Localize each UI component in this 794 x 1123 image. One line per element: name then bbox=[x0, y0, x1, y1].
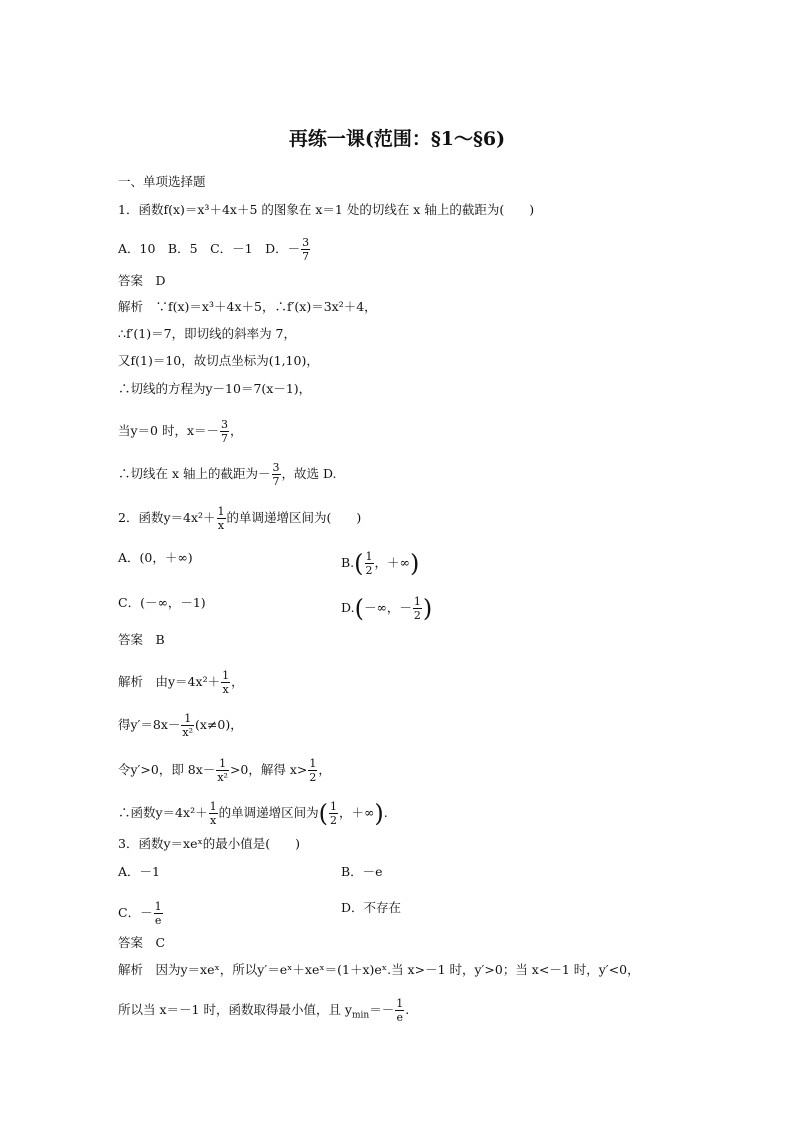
frac-num: 1 bbox=[396, 997, 404, 1010]
frac-den: 2 bbox=[329, 814, 337, 827]
fraction bbox=[216, 757, 229, 784]
q1-sol-line bbox=[118, 461, 337, 488]
q2-optD bbox=[341, 595, 432, 622]
fraction bbox=[220, 418, 229, 445]
frac-num: 1 bbox=[413, 595, 421, 608]
text: B. bbox=[341, 555, 355, 570]
q2-stem bbox=[118, 505, 361, 532]
fraction bbox=[365, 550, 374, 577]
frac-num: 1 bbox=[217, 505, 225, 518]
text: (x≠0)， bbox=[195, 717, 243, 732]
paren: ) bbox=[374, 799, 384, 828]
fraction bbox=[209, 800, 218, 827]
fraction bbox=[413, 595, 422, 622]
q3-stem: 3．函数y＝xeˣ的最小值是( ) bbox=[118, 836, 301, 851]
frac-num: 1 bbox=[154, 900, 162, 913]
paren: ) bbox=[422, 594, 433, 623]
frac-num: 1 bbox=[329, 800, 337, 813]
q1-stem: 1．函数f(x)＝x³＋4x＋5 的图象在 x＝1 处的切线在 x 轴上的截距为( ) bbox=[118, 202, 535, 217]
text: >0，解得 x> bbox=[229, 762, 308, 777]
q1-sol-line: 又f(1)＝10，故切点坐标为(1,10)， bbox=[118, 353, 319, 368]
frac-den: e bbox=[396, 1011, 403, 1024]
text: 的单调递增区间为 bbox=[218, 805, 319, 820]
frac-num: 1 bbox=[365, 550, 373, 563]
frac-den: 7 bbox=[221, 432, 229, 445]
q1-sol-line bbox=[118, 418, 243, 445]
frac-num: 1 bbox=[309, 757, 317, 770]
frac-num: 3 bbox=[221, 418, 229, 431]
section-heading: 一、单项选择题 bbox=[118, 174, 206, 189]
q1-options-text: A．10 B．5 C．－1 D．－ bbox=[118, 241, 301, 256]
q1-sol-line: 解析 ∵f(x)＝x³＋4x＋5，∴f′(x)＝3x²＋4， bbox=[118, 299, 377, 314]
frac-num: 1 bbox=[219, 757, 227, 770]
q1-optD-fraction bbox=[301, 236, 310, 263]
fraction bbox=[221, 669, 230, 696]
paren: ( bbox=[354, 549, 364, 578]
fraction bbox=[308, 757, 317, 784]
frac-num: 1 bbox=[222, 669, 230, 682]
fraction bbox=[329, 800, 338, 827]
frac-num: 1 bbox=[209, 800, 217, 813]
q3-answer: 答案 C bbox=[118, 935, 166, 950]
frac-den: e bbox=[154, 914, 162, 927]
frac-den: x bbox=[222, 683, 229, 696]
frac-num: 3 bbox=[272, 461, 280, 474]
q2-optC: C．(－∞，－1) bbox=[118, 595, 206, 610]
q2-answer: 答案 B bbox=[118, 632, 165, 647]
fraction bbox=[154, 900, 163, 927]
q3-optC bbox=[118, 900, 164, 927]
paren: ( bbox=[318, 799, 328, 828]
text: ， bbox=[231, 674, 244, 689]
text: 解析 由y＝4x²＋ bbox=[118, 674, 221, 689]
frac-den: x bbox=[217, 519, 225, 532]
q3-sol-line bbox=[118, 997, 409, 1024]
frac-den: x bbox=[209, 814, 217, 827]
q2-sol-line bbox=[118, 800, 388, 827]
q1-options bbox=[118, 236, 311, 263]
text: . bbox=[383, 805, 388, 820]
fraction bbox=[217, 505, 226, 532]
text: ， bbox=[230, 423, 243, 438]
paren: ) bbox=[409, 549, 420, 578]
frac-den: 7 bbox=[302, 250, 310, 263]
text: . bbox=[405, 1002, 410, 1017]
frac-den: 2 bbox=[309, 771, 317, 784]
text: ，故选 D. bbox=[281, 466, 337, 481]
fraction bbox=[272, 461, 281, 488]
frac-den: 7 bbox=[272, 475, 280, 488]
frac-den: x² bbox=[217, 771, 228, 784]
frac-den: 2 bbox=[413, 609, 421, 622]
text: 令y′>0，即 8x－ bbox=[118, 762, 216, 777]
fraction bbox=[395, 997, 404, 1024]
text: C．－ bbox=[118, 905, 153, 920]
text: ∴函数y＝4x²＋ bbox=[118, 805, 208, 820]
text: ，＋∞ bbox=[374, 555, 410, 570]
text: D. bbox=[341, 600, 355, 615]
q2-sol-line bbox=[118, 669, 244, 696]
q1-answer: 答案 D bbox=[118, 273, 166, 288]
text: ∴切线在 x 轴上的截距为－ bbox=[118, 466, 271, 481]
q2-optB bbox=[341, 550, 419, 577]
subscript: min bbox=[352, 1010, 370, 1021]
text: 得y′＝8x－ bbox=[118, 717, 181, 732]
q3-optB: B．－e bbox=[341, 864, 383, 879]
frac-num: 1 bbox=[184, 712, 192, 725]
text: 2．函数y＝4x²＋ bbox=[118, 510, 216, 525]
q2-optA: A．(0，＋∞) bbox=[118, 550, 193, 565]
q1-sol-line: ∴切线的方程为y－10＝7(x－1)， bbox=[118, 381, 312, 396]
frac-den: 2 bbox=[365, 564, 373, 577]
q1-sol-line: ∴f′(1)＝7，即切线的斜率为 7， bbox=[118, 326, 297, 341]
text: －∞，－ bbox=[363, 600, 412, 615]
q3-optD: D．不存在 bbox=[341, 900, 402, 915]
frac-num: 3 bbox=[302, 236, 310, 249]
text: 当y＝0 时，x＝－ bbox=[118, 423, 220, 438]
text: ＝－ bbox=[369, 1002, 395, 1017]
text: ， bbox=[318, 762, 331, 777]
page-title: 再练一课(范围：§1～§6) bbox=[288, 128, 506, 150]
q3-optA: A．－1 bbox=[118, 864, 160, 879]
text: 所以当 x＝－1 时，函数取得最小值，且 y bbox=[118, 1002, 352, 1017]
paren: ( bbox=[354, 594, 364, 623]
text: 的单调递增区间为( ) bbox=[226, 510, 362, 525]
q2-sol-line bbox=[118, 757, 331, 784]
q3-sol-line: 解析 因为y＝xeˣ，所以y′＝eˣ＋xeˣ＝(1＋x)eˣ.当 x>－1 时，y′>0；当 x<－1 时，y′<0， bbox=[118, 962, 640, 977]
frac-den: x² bbox=[182, 726, 194, 739]
fraction bbox=[181, 712, 194, 739]
text: ，＋∞ bbox=[338, 805, 375, 820]
q2-sol-line bbox=[118, 712, 243, 739]
